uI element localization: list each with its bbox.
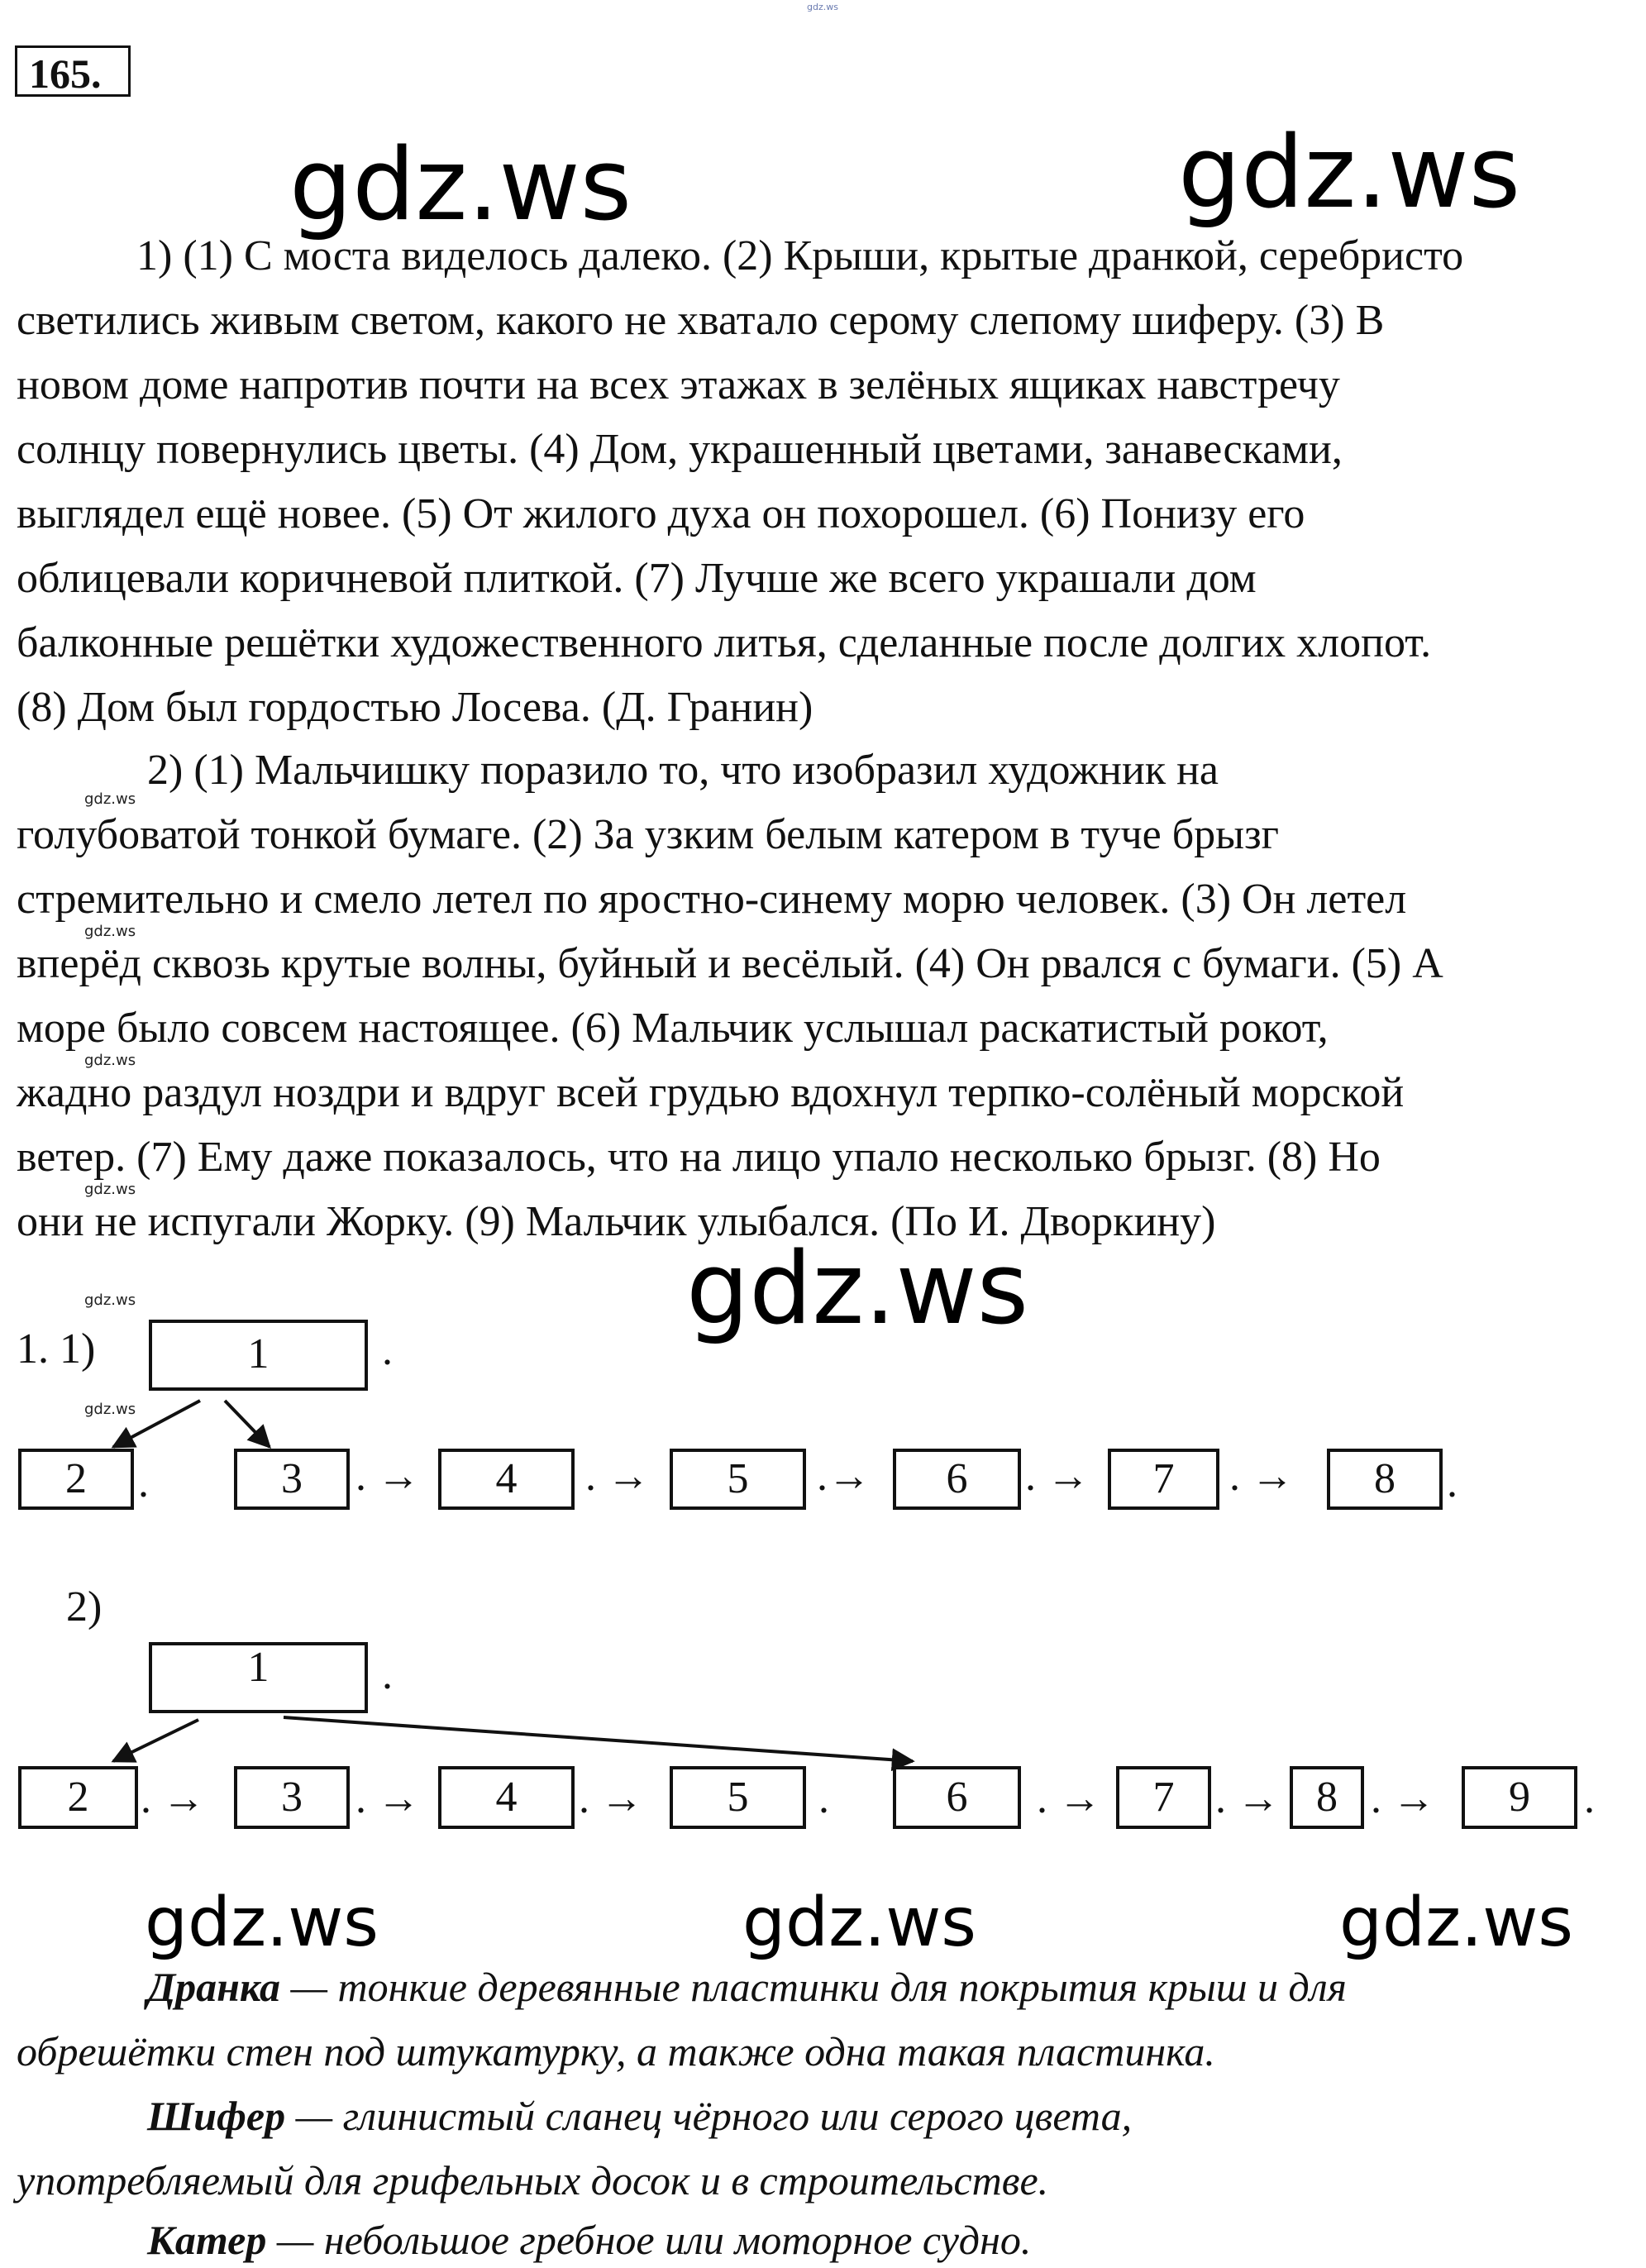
- watermark-mid-2: gdz.ws: [742, 1884, 976, 1962]
- diagram1-dot-2: .: [138, 1459, 149, 1506]
- task-number: 165.: [15, 45, 131, 97]
- text1-line-2: светились живым светом, какого не хватало серому слепому шиферу. (3) В: [17, 297, 1385, 344]
- text2-line-2: голубоватой тонкой бумаге. (2) За узким белым катером в туче брызг: [17, 811, 1279, 858]
- definition-2-line-1: [147, 2095, 1132, 2137]
- diagram1-arrow-left: [113, 1401, 200, 1447]
- definition-1-line-1: [147, 1966, 1347, 2008]
- diagram1-sep-5: .→: [817, 1453, 871, 1500]
- watermark-mid-3: gdz.ws: [1339, 1884, 1573, 1962]
- text2-line-3: стремительно и смело летел по яростно-синему морю человек. (3) Он летел: [17, 876, 1407, 923]
- diagram1-dot-8: .: [1447, 1459, 1458, 1506]
- definition-text: небольшое гребное или моторное судно.: [323, 2217, 1032, 2263]
- text2-line-8: они не испугали Жорку. (9) Мальчик улыбался. (По И. Дворкину): [17, 1198, 1216, 1245]
- diagram1-arrow-right: [225, 1401, 270, 1447]
- watermark-small-5: gdz.ws: [84, 1292, 136, 1309]
- text1-line-5: выглядел ещё новее. (5) От жилого духа он похорошел. (6) Понизу его: [17, 490, 1305, 537]
- definition-2-line-2: употребляемый для грифельных досок и в строительстве.: [17, 2157, 1049, 2204]
- watermark-big-2: gdz.ws: [1178, 116, 1521, 231]
- diagram2-dot-9: .: [1584, 1775, 1595, 1822]
- diagram1-box-4: 4: [438, 1449, 575, 1510]
- definition-dash: —: [280, 1964, 338, 2010]
- diagram2-sep-2: . →: [141, 1775, 205, 1822]
- diagram2-dot-5: .: [818, 1775, 829, 1822]
- diagram2-sep-6: . →: [1037, 1775, 1101, 1822]
- definition-text: глинистый сланец чёрного или серого цвета,: [342, 2093, 1133, 2139]
- text2-line-4: вперёд сквозь крутые волны, буйный и весёлый. (4) Он рвался с бумаги. (5) А: [17, 940, 1443, 987]
- text1-line-8: (8) Дом был гордостью Лосева. (Д. Гранин): [17, 684, 813, 731]
- text1-line-7: балконные решётки художественного литья, сделанные после долгих хлопот.: [17, 619, 1432, 666]
- text1-line-6: облицевали коричневой плиткой. (7) Лучше же всего украшали дом: [17, 555, 1257, 602]
- diagram2-top-box: 1: [149, 1642, 368, 1713]
- diagram2-arrow-long: [284, 1717, 913, 1761]
- text2-line-1: 2) (1) Мальчишку поразило то, что изобразил художник на: [147, 747, 1219, 794]
- diagram1-box-5: 5: [670, 1449, 806, 1510]
- watermark-small-6: gdz.ws: [84, 1401, 136, 1418]
- diagram2-box-8: 8: [1290, 1766, 1364, 1829]
- text2-line-7: ветер. (7) Ему даже показалось, что на лицо упало несколько брызг. (8) Но: [17, 1134, 1381, 1181]
- diagram1-box-2: 2: [18, 1449, 134, 1510]
- text2-line-5: море было совсем настоящее. (6) Мальчик услышал раскатистый рокот,: [17, 1005, 1329, 1052]
- diagram2-sep-8: . →: [1371, 1775, 1435, 1822]
- watermark-small-1: gdz.ws: [84, 790, 136, 808]
- watermark-mid-1: gdz.ws: [145, 1884, 379, 1962]
- watermark-small-3: gdz.ws: [84, 1052, 136, 1069]
- watermark-big-3: gdz.ws: [686, 1232, 1029, 1347]
- diagram2-top-dot: .: [382, 1651, 393, 1698]
- diagram1-top-box: 1: [149, 1320, 368, 1391]
- watermark-small-4: gdz.ws: [84, 1181, 136, 1198]
- diagram2-label: 2): [66, 1583, 103, 1631]
- diagram1-box-7: 7: [1108, 1449, 1219, 1510]
- diagram2-box-2: 2: [18, 1766, 138, 1829]
- diagram1-sep-4: . →: [585, 1453, 650, 1500]
- diagram1-sep-7: . →: [1229, 1453, 1294, 1500]
- text1-line-4: солнцу повернулись цветы. (4) Дом, украшенный цветами, занавесками,: [17, 426, 1343, 473]
- diagram2-sep-3: . →: [355, 1775, 420, 1822]
- diagram2-box-3: 3: [234, 1766, 350, 1829]
- definition-dash: —: [285, 2093, 343, 2139]
- watermark-big-1: gdz.ws: [289, 128, 632, 243]
- diagram2-sep-4: . →: [579, 1775, 643, 1822]
- diagram2-box-4: 4: [438, 1766, 575, 1829]
- diagram2-box-5: 5: [670, 1766, 806, 1829]
- definition-text: тонкие деревянные пластинки для покрытия крыш и для: [337, 1964, 1347, 2010]
- definition-term: Катер: [147, 2217, 267, 2263]
- text2-line-6: жадно раздул ноздри и вдруг всей грудью вдохнул терпко-солёный морской: [17, 1069, 1405, 1116]
- watermark-small-2: gdz.ws: [84, 923, 136, 940]
- definition-dash: —: [266, 2217, 324, 2263]
- diagram1-label: 1. 1): [17, 1325, 96, 1373]
- diagram1-sep-6: . →: [1025, 1453, 1090, 1500]
- definition-term: Шифер: [147, 2093, 286, 2139]
- top-watermark: gdz.ws: [807, 2, 838, 12]
- diagram1-box-8: 8: [1327, 1449, 1443, 1510]
- diagram1-top-dot: .: [382, 1327, 393, 1374]
- diagram1-box-3: 3: [234, 1449, 350, 1510]
- text1-line-3: новом доме напротив почти на всех этажах в зелёных ящиках навстречу: [17, 361, 1340, 408]
- diagram2-box-9: 9: [1462, 1766, 1577, 1829]
- definition-term: Дранка: [147, 1964, 281, 2010]
- text1-line-1: 1) (1) С моста виделось далеко. (2) Крыши, крытые дранкой, серебристо: [136, 232, 1464, 279]
- diagram2-sep-7: . →: [1215, 1775, 1280, 1822]
- diagram2-box-7: 7: [1116, 1766, 1211, 1829]
- definition-1-line-2: обрешётки стен под штукатурку, а также одна такая пластинка.: [17, 2028, 1215, 2075]
- diagram1-sep-3: . →: [355, 1453, 420, 1500]
- diagram2-box-6: 6: [893, 1766, 1021, 1829]
- diagram2-arrow-left: [113, 1720, 198, 1761]
- diagram1-box-6: 6: [893, 1449, 1021, 1510]
- definition-3-line-1: [147, 2219, 1031, 2261]
